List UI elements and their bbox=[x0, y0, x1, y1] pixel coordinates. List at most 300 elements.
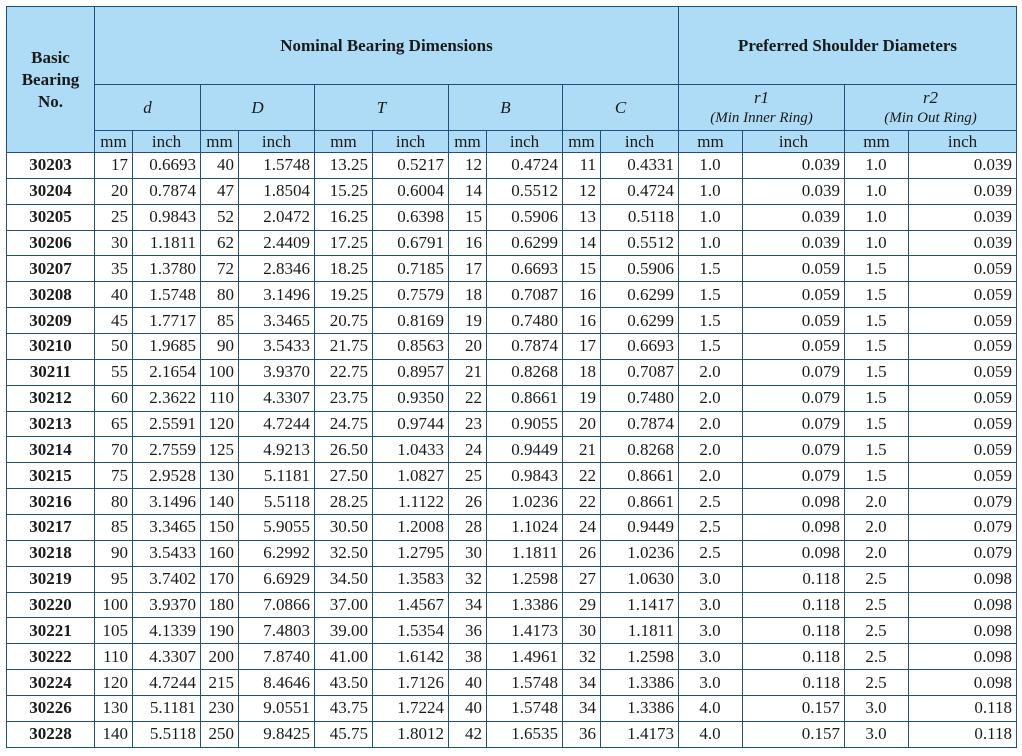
value-cell: 40 bbox=[449, 696, 487, 722]
bearing-no-cell: 30215 bbox=[7, 463, 95, 489]
value-cell: 0.6693 bbox=[601, 334, 679, 360]
value-cell: 0.118 bbox=[909, 696, 1017, 722]
value-cell: 0.079 bbox=[909, 489, 1017, 515]
value-cell: 1.0 bbox=[679, 178, 743, 204]
value-cell: 0.9055 bbox=[487, 411, 563, 437]
value-cell: 1.2008 bbox=[373, 515, 449, 541]
value-cell: 2.0472 bbox=[239, 204, 315, 230]
value-cell: 0.7480 bbox=[487, 308, 563, 334]
table-row bbox=[7, 696, 1017, 722]
value-cell: 0.059 bbox=[743, 308, 845, 334]
value-cell: 0.059 bbox=[909, 334, 1017, 360]
value-cell: 5.1181 bbox=[133, 696, 201, 722]
value-cell: 2.5 bbox=[679, 515, 743, 541]
value-cell: 19 bbox=[563, 385, 601, 411]
value-cell: 1.5 bbox=[845, 359, 909, 385]
table-row bbox=[7, 670, 1017, 696]
value-cell: 0.059 bbox=[909, 282, 1017, 308]
value-cell: 0.9843 bbox=[487, 463, 563, 489]
value-cell: 0.079 bbox=[743, 385, 845, 411]
value-cell: 1.5748 bbox=[239, 153, 315, 179]
value-cell: 0.6693 bbox=[487, 256, 563, 282]
value-cell: 1.5 bbox=[679, 334, 743, 360]
dim-T-header: T bbox=[315, 85, 449, 131]
bearing-no-cell: 30208 bbox=[7, 282, 95, 308]
value-cell: 0.098 bbox=[909, 592, 1017, 618]
value-cell: 0.5118 bbox=[601, 204, 679, 230]
value-cell: 11 bbox=[563, 153, 601, 179]
value-cell: 0.6791 bbox=[373, 230, 449, 256]
value-cell: 3.1496 bbox=[239, 282, 315, 308]
value-cell: 0.098 bbox=[743, 515, 845, 541]
value-cell: 0.6004 bbox=[373, 178, 449, 204]
value-cell: 0.059 bbox=[909, 411, 1017, 437]
value-cell: 130 bbox=[95, 696, 133, 722]
value-cell: 30 bbox=[95, 230, 133, 256]
value-cell: 2.0 bbox=[679, 437, 743, 463]
dim-d-header: d bbox=[95, 85, 201, 131]
value-cell: 37.00 bbox=[315, 592, 373, 618]
value-cell: 1.0236 bbox=[487, 489, 563, 515]
value-cell: 28.25 bbox=[315, 489, 373, 515]
table-row bbox=[7, 540, 1017, 566]
value-cell: 19.25 bbox=[315, 282, 373, 308]
value-cell: 22 bbox=[449, 385, 487, 411]
value-cell: 16 bbox=[563, 282, 601, 308]
value-cell: 1.5 bbox=[845, 385, 909, 411]
value-cell: 41.00 bbox=[315, 644, 373, 670]
value-cell: 0.039 bbox=[909, 204, 1017, 230]
value-cell: 140 bbox=[201, 489, 239, 515]
value-cell: 36 bbox=[449, 618, 487, 644]
value-cell: 160 bbox=[201, 540, 239, 566]
value-cell: 2.5 bbox=[845, 566, 909, 592]
value-cell: 0.039 bbox=[909, 153, 1017, 179]
value-cell: 24 bbox=[449, 437, 487, 463]
value-cell: 40 bbox=[201, 153, 239, 179]
bearing-no-cell: 30220 bbox=[7, 592, 95, 618]
value-cell: 110 bbox=[201, 385, 239, 411]
value-cell: 0.039 bbox=[743, 153, 845, 179]
value-cell: 2.8346 bbox=[239, 256, 315, 282]
value-cell: 120 bbox=[95, 670, 133, 696]
value-cell: 0.4724 bbox=[487, 153, 563, 179]
r1-label: r1 bbox=[753, 87, 770, 107]
value-cell: 18 bbox=[449, 282, 487, 308]
r2-label: r2 bbox=[922, 87, 939, 107]
value-cell: 34 bbox=[563, 696, 601, 722]
unit-mm-header: mm bbox=[201, 131, 239, 153]
value-cell: 110 bbox=[95, 644, 133, 670]
value-cell: 1.5 bbox=[845, 282, 909, 308]
value-cell: 20 bbox=[563, 411, 601, 437]
value-cell: 1.1024 bbox=[487, 515, 563, 541]
value-cell: 0.8169 bbox=[373, 308, 449, 334]
value-cell: 7.0866 bbox=[239, 592, 315, 618]
value-cell: 0.079 bbox=[743, 437, 845, 463]
value-cell: 0.7087 bbox=[487, 282, 563, 308]
value-cell: 2.1654 bbox=[133, 359, 201, 385]
value-cell: 0.7579 bbox=[373, 282, 449, 308]
value-cell: 80 bbox=[95, 489, 133, 515]
value-cell: 21 bbox=[563, 437, 601, 463]
value-cell: 0.098 bbox=[743, 489, 845, 515]
value-cell: 0.098 bbox=[909, 618, 1017, 644]
value-cell: 20 bbox=[95, 178, 133, 204]
table-row bbox=[7, 282, 1017, 308]
value-cell: 35 bbox=[95, 256, 133, 282]
value-cell: 2.0 bbox=[679, 359, 743, 385]
value-cell: 3.0 bbox=[845, 721, 909, 747]
value-cell: 26 bbox=[563, 540, 601, 566]
value-cell: 3.9370 bbox=[133, 592, 201, 618]
value-cell: 3.0 bbox=[679, 644, 743, 670]
value-cell: 27.50 bbox=[315, 463, 373, 489]
value-cell: 0.079 bbox=[743, 359, 845, 385]
value-cell: 7.8740 bbox=[239, 644, 315, 670]
table-row bbox=[7, 515, 1017, 541]
value-cell: 0.079 bbox=[743, 463, 845, 489]
value-cell: 100 bbox=[95, 592, 133, 618]
value-cell: 1.2598 bbox=[601, 644, 679, 670]
value-cell: 1.0 bbox=[845, 153, 909, 179]
value-cell: 1.1811 bbox=[601, 618, 679, 644]
value-cell: 1.4567 bbox=[373, 592, 449, 618]
value-cell: 1.5 bbox=[845, 308, 909, 334]
value-cell: 6.2992 bbox=[239, 540, 315, 566]
value-cell: 1.5 bbox=[679, 256, 743, 282]
value-cell: 22 bbox=[563, 463, 601, 489]
value-cell: 0.6398 bbox=[373, 204, 449, 230]
bearing-no-cell: 30216 bbox=[7, 489, 95, 515]
value-cell: 1.5 bbox=[679, 308, 743, 334]
unit-inch-header: inch bbox=[909, 131, 1017, 153]
value-cell: 45 bbox=[95, 308, 133, 334]
table-row bbox=[7, 437, 1017, 463]
preferred-shoulder-header: Preferred Shoulder Diameters bbox=[679, 7, 1017, 85]
value-cell: 1.1417 bbox=[601, 592, 679, 618]
value-cell: 0.9843 bbox=[133, 204, 201, 230]
value-cell: 80 bbox=[201, 282, 239, 308]
value-cell: 1.1122 bbox=[373, 489, 449, 515]
value-cell: 17 bbox=[449, 256, 487, 282]
value-cell: 0.5906 bbox=[601, 256, 679, 282]
value-cell: 26 bbox=[449, 489, 487, 515]
value-cell: 1.8012 bbox=[373, 721, 449, 747]
nominal-dimensions-header: Nominal Bearing Dimensions bbox=[95, 7, 679, 85]
value-cell: 1.5 bbox=[845, 437, 909, 463]
table-row bbox=[7, 204, 1017, 230]
value-cell: 250 bbox=[201, 721, 239, 747]
value-cell: 2.0 bbox=[679, 385, 743, 411]
value-cell: 8.4646 bbox=[239, 670, 315, 696]
value-cell: 170 bbox=[201, 566, 239, 592]
value-cell: 0.9350 bbox=[373, 385, 449, 411]
value-cell: 3.7402 bbox=[133, 566, 201, 592]
value-cell: 14 bbox=[563, 230, 601, 256]
value-cell: 2.0 bbox=[679, 463, 743, 489]
value-cell: 0.059 bbox=[743, 256, 845, 282]
value-cell: 30.50 bbox=[315, 515, 373, 541]
value-cell: 23 bbox=[449, 411, 487, 437]
value-cell: 0.9744 bbox=[373, 411, 449, 437]
value-cell: 0.8268 bbox=[487, 359, 563, 385]
value-cell: 39.00 bbox=[315, 618, 373, 644]
value-cell: 43.50 bbox=[315, 670, 373, 696]
value-cell: 40 bbox=[95, 282, 133, 308]
value-cell: 0.8563 bbox=[373, 334, 449, 360]
bearing-no-cell: 30217 bbox=[7, 515, 95, 541]
value-cell: 12 bbox=[563, 178, 601, 204]
value-cell: 0.039 bbox=[743, 178, 845, 204]
bearing-no-cell: 30212 bbox=[7, 385, 95, 411]
value-cell: 43.75 bbox=[315, 696, 373, 722]
value-cell: 90 bbox=[201, 334, 239, 360]
value-cell: 0.118 bbox=[909, 721, 1017, 747]
value-cell: 140 bbox=[95, 721, 133, 747]
table-row bbox=[7, 592, 1017, 618]
table-row bbox=[7, 411, 1017, 437]
value-cell: 9.0551 bbox=[239, 696, 315, 722]
value-cell: 0.079 bbox=[909, 515, 1017, 541]
value-cell: 18 bbox=[563, 359, 601, 385]
value-cell: 47 bbox=[201, 178, 239, 204]
value-cell: 55 bbox=[95, 359, 133, 385]
value-cell: 1.0 bbox=[679, 153, 743, 179]
value-cell: 17 bbox=[95, 153, 133, 179]
unit-inch-header: inch bbox=[743, 131, 845, 153]
value-cell: 2.5 bbox=[845, 618, 909, 644]
value-cell: 1.7224 bbox=[373, 696, 449, 722]
value-cell: 5.5118 bbox=[133, 721, 201, 747]
bearing-no-cell: 30213 bbox=[7, 411, 95, 437]
value-cell: 13 bbox=[563, 204, 601, 230]
value-cell: 40 bbox=[449, 670, 487, 696]
value-cell: 17 bbox=[563, 334, 601, 360]
value-cell: 34 bbox=[449, 592, 487, 618]
value-cell: 2.5 bbox=[679, 540, 743, 566]
value-cell: 0.6299 bbox=[601, 308, 679, 334]
value-cell: 1.2598 bbox=[487, 566, 563, 592]
unit-inch-header: inch bbox=[487, 131, 563, 153]
value-cell: 3.0 bbox=[679, 670, 743, 696]
value-cell: 0.059 bbox=[909, 463, 1017, 489]
value-cell: 1.0433 bbox=[373, 437, 449, 463]
value-cell: 15.25 bbox=[315, 178, 373, 204]
value-cell: 2.5591 bbox=[133, 411, 201, 437]
table-body bbox=[7, 153, 1017, 748]
value-cell: 22.75 bbox=[315, 359, 373, 385]
value-cell: 4.3307 bbox=[239, 385, 315, 411]
value-cell: 0.8661 bbox=[601, 489, 679, 515]
value-cell: 2.0 bbox=[679, 411, 743, 437]
value-cell: 0.059 bbox=[909, 308, 1017, 334]
r2-sublabel: (Min Out Ring) bbox=[884, 109, 977, 126]
value-cell: 1.5 bbox=[845, 463, 909, 489]
bearing-no-cell: 30214 bbox=[7, 437, 95, 463]
bearing-no-cell: 30209 bbox=[7, 308, 95, 334]
value-cell: 52 bbox=[201, 204, 239, 230]
r2-header bbox=[845, 85, 1017, 131]
value-cell: 0.059 bbox=[909, 385, 1017, 411]
value-cell: 0.5512 bbox=[601, 230, 679, 256]
unit-mm-header: mm bbox=[315, 131, 373, 153]
value-cell: 0.8957 bbox=[373, 359, 449, 385]
value-cell: 1.6142 bbox=[373, 644, 449, 670]
value-cell: 4.9213 bbox=[239, 437, 315, 463]
value-cell: 2.3622 bbox=[133, 385, 201, 411]
value-cell: 1.5354 bbox=[373, 618, 449, 644]
value-cell: 3.9370 bbox=[239, 359, 315, 385]
value-cell: 34 bbox=[563, 670, 601, 696]
value-cell: 60 bbox=[95, 385, 133, 411]
dim-D-header: D bbox=[201, 85, 315, 131]
value-cell: 0.157 bbox=[743, 696, 845, 722]
value-cell: 1.0827 bbox=[373, 463, 449, 489]
value-cell: 30 bbox=[449, 540, 487, 566]
table-row bbox=[7, 178, 1017, 204]
value-cell: 0.5906 bbox=[487, 204, 563, 230]
bearing-no-cell: 30207 bbox=[7, 256, 95, 282]
value-cell: 1.5 bbox=[679, 282, 743, 308]
table-row bbox=[7, 308, 1017, 334]
value-cell: 5.5118 bbox=[239, 489, 315, 515]
value-cell: 3.5433 bbox=[239, 334, 315, 360]
value-cell: 1.7126 bbox=[373, 670, 449, 696]
table-row bbox=[7, 385, 1017, 411]
value-cell: 0.9449 bbox=[601, 515, 679, 541]
value-cell: 85 bbox=[95, 515, 133, 541]
value-cell: 0.098 bbox=[909, 644, 1017, 670]
bearing-no-cell: 30218 bbox=[7, 540, 95, 566]
value-cell: 1.6535 bbox=[487, 721, 563, 747]
value-cell: 0.059 bbox=[743, 334, 845, 360]
value-cell: 0.8268 bbox=[601, 437, 679, 463]
value-cell: 215 bbox=[201, 670, 239, 696]
value-cell: 38 bbox=[449, 644, 487, 670]
value-cell: 2.0 bbox=[845, 540, 909, 566]
value-cell: 95 bbox=[95, 566, 133, 592]
value-cell: 28 bbox=[449, 515, 487, 541]
value-cell: 2.5 bbox=[679, 489, 743, 515]
value-cell: 25 bbox=[95, 204, 133, 230]
value-cell: 1.5748 bbox=[487, 670, 563, 696]
value-cell: 0.039 bbox=[909, 230, 1017, 256]
value-cell: 120 bbox=[201, 411, 239, 437]
value-cell: 0.5512 bbox=[487, 178, 563, 204]
table-row bbox=[7, 489, 1017, 515]
value-cell: 0.039 bbox=[909, 178, 1017, 204]
value-cell: 0.6299 bbox=[601, 282, 679, 308]
value-cell: 20.75 bbox=[315, 308, 373, 334]
bearing-no-cell: 30219 bbox=[7, 566, 95, 592]
value-cell: 2.0 bbox=[845, 489, 909, 515]
value-cell: 70 bbox=[95, 437, 133, 463]
value-cell: 0.7185 bbox=[373, 256, 449, 282]
basic-bearing-no-header: Basic Bearing No. bbox=[7, 7, 95, 153]
value-cell: 1.5 bbox=[845, 334, 909, 360]
value-cell: 24.75 bbox=[315, 411, 373, 437]
bearing-no-cell: 30222 bbox=[7, 644, 95, 670]
value-cell: 0.6299 bbox=[487, 230, 563, 256]
table-row bbox=[7, 359, 1017, 385]
value-cell: 150 bbox=[201, 515, 239, 541]
value-cell: 29 bbox=[563, 592, 601, 618]
value-cell: 0.4724 bbox=[601, 178, 679, 204]
value-cell: 24 bbox=[563, 515, 601, 541]
value-cell: 2.5 bbox=[845, 644, 909, 670]
table-row bbox=[7, 463, 1017, 489]
value-cell: 180 bbox=[201, 592, 239, 618]
value-cell: 4.1339 bbox=[133, 618, 201, 644]
value-cell: 0.118 bbox=[743, 618, 845, 644]
value-cell: 2.4409 bbox=[239, 230, 315, 256]
value-cell: 3.5433 bbox=[133, 540, 201, 566]
value-cell: 1.7717 bbox=[133, 308, 201, 334]
table-row bbox=[7, 256, 1017, 282]
unit-mm-header: mm bbox=[845, 131, 909, 153]
value-cell: 0.4331 bbox=[601, 153, 679, 179]
value-cell: 65 bbox=[95, 411, 133, 437]
value-cell: 0.9449 bbox=[487, 437, 563, 463]
value-cell: 25 bbox=[449, 463, 487, 489]
value-cell: 1.0 bbox=[845, 230, 909, 256]
value-cell: 0.118 bbox=[743, 644, 845, 670]
value-cell: 0.098 bbox=[909, 566, 1017, 592]
bearing-dimensions-table bbox=[6, 6, 1017, 748]
value-cell: 1.5748 bbox=[133, 282, 201, 308]
value-cell: 130 bbox=[201, 463, 239, 489]
value-cell: 2.5 bbox=[845, 592, 909, 618]
unit-mm-header: mm bbox=[679, 131, 743, 153]
value-cell: 14 bbox=[449, 178, 487, 204]
value-cell: 2.5 bbox=[845, 670, 909, 696]
value-cell: 27 bbox=[563, 566, 601, 592]
value-cell: 15 bbox=[563, 256, 601, 282]
value-cell: 3.3465 bbox=[239, 308, 315, 334]
value-cell: 0.118 bbox=[743, 566, 845, 592]
r1-header bbox=[679, 85, 845, 131]
value-cell: 90 bbox=[95, 540, 133, 566]
value-cell: 0.7874 bbox=[601, 411, 679, 437]
value-cell: 1.4173 bbox=[601, 721, 679, 747]
value-cell: 5.9055 bbox=[239, 515, 315, 541]
unit-inch-header: inch bbox=[133, 131, 201, 153]
value-cell: 0.079 bbox=[743, 411, 845, 437]
value-cell: 18.25 bbox=[315, 256, 373, 282]
value-cell: 0.118 bbox=[743, 592, 845, 618]
value-cell: 5.1181 bbox=[239, 463, 315, 489]
table-row bbox=[7, 644, 1017, 670]
value-cell: 0.059 bbox=[909, 256, 1017, 282]
value-cell: 0.098 bbox=[909, 670, 1017, 696]
value-cell: 4.7244 bbox=[133, 670, 201, 696]
value-cell: 1.0630 bbox=[601, 566, 679, 592]
value-cell: 34.50 bbox=[315, 566, 373, 592]
bearing-no-cell: 30221 bbox=[7, 618, 95, 644]
value-cell: 45.75 bbox=[315, 721, 373, 747]
value-cell: 1.5748 bbox=[487, 696, 563, 722]
unit-mm-header: mm bbox=[563, 131, 601, 153]
value-cell: 7.4803 bbox=[239, 618, 315, 644]
value-cell: 3.0 bbox=[679, 618, 743, 644]
value-cell: 1.0236 bbox=[601, 540, 679, 566]
value-cell: 0.7087 bbox=[601, 359, 679, 385]
value-cell: 1.0 bbox=[679, 204, 743, 230]
value-cell: 32 bbox=[563, 644, 601, 670]
value-cell: 0.059 bbox=[743, 282, 845, 308]
value-cell: 1.3780 bbox=[133, 256, 201, 282]
